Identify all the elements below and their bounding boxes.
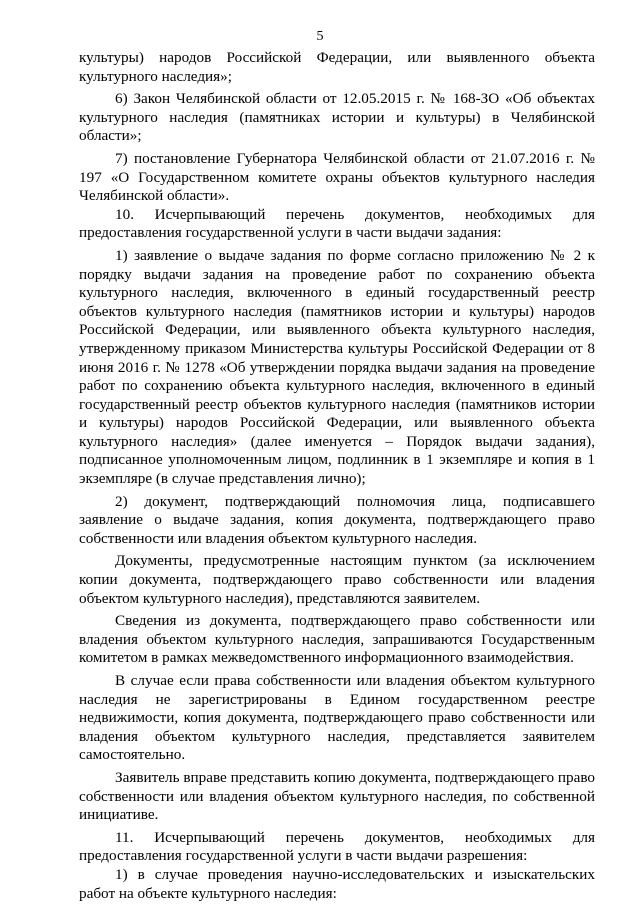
paragraph-documents-note: Документы, предусмотренные настоящим пунктом (за исключением копии документа, подтверждающего право собственности или владения объектом культурного наследия), представляются заявителем. bbox=[79, 552, 595, 607]
paragraph-section-11: 11. Исчерпывающий перечень документов, необходимых для предоставления государственной услуги в части выдачи разрешения: bbox=[79, 828, 595, 865]
paragraph-item-2: 2) документ, подтверждающий полномочия лица, подписавшего заявление о выдаче задания, копия документа, подтверждающего право собственности или владения объектом культурного наследия. bbox=[79, 492, 595, 547]
document-body bbox=[79, 49, 595, 903]
paragraph-item-1-research: 1) в случае проведения научно-исследовательских и изыскательских работ на объекте культурного наследия: bbox=[79, 865, 595, 902]
paragraph-applicant-right: Заявитель вправе представить копию документа, подтверждающего право собственности или владения объектом культурного наследия, по собственной инициативе. bbox=[79, 768, 595, 824]
paragraph-section-10: 10. Исчерпывающий перечень документов, необходимых для предоставления государственной услуги в части выдачи задания: bbox=[79, 205, 595, 242]
page-number: 5 bbox=[316, 29, 324, 44]
paragraph-unregistered-rights: В случае если права собственности или владения объектом культурного наследия не зарегистрированы в Едином государственном реестре недвижимости, копия документа, подтверждающего право собственности или владения объектом культурного наследия, представляется заявителем самостоятельно. bbox=[79, 672, 595, 764]
paragraph-item-1: 1) заявление о выдаче задания по форме согласно приложению № 2 к порядку выдачи задания на проведение работ по сохранению объекта культурного наследия, включенного в единый государственный реестр объектов культурного наследия (памятников истории и культуры) народов Российской Федерации, или выявленного объекта культурного наследия, утвержденному приказом Министерства культуры Российской Федерации от 8 июня 2016 г. № 1278 «Об утверждении порядка выдачи задания на проведение работ по сохранению объекта культурного наследия, включенного в единый государственный реестр объектов культурного наследия (памятников истории и культуры) народов Российской Федерации, или выявленного объекта культурного наследия» (далее именуется – Порядок выдачи задания), подписанное уполномоченным лицом, подлинник в 1 экземпляре и копия в 1 экземпляре (в случае представления лично); bbox=[79, 246, 595, 488]
paragraph-information-request: Сведения из документа, подтверждающего право собственности или владения объектом культурного наследия, запрашиваются Государственным комитетом в рамках межведомственного информационного взаимодействия. bbox=[79, 612, 595, 667]
paragraph-item-6: 6) Закон Челябинской области от 12.05.2015 г. № 168-ЗО «Об объектах культурного наследия (памятниках истории и культуры) в Челябинской области»; bbox=[79, 90, 595, 145]
paragraph-item-7: 7) постановление Губернатора Челябинской области от 21.07.2016 г. № 197 «О Государственном комитете охраны объектов культурного наследия Челябинской области». bbox=[79, 149, 595, 205]
paragraph-continuation: культуры) народов Российской Федерации, или выявленного объекта культурного наследия»; bbox=[79, 49, 595, 85]
